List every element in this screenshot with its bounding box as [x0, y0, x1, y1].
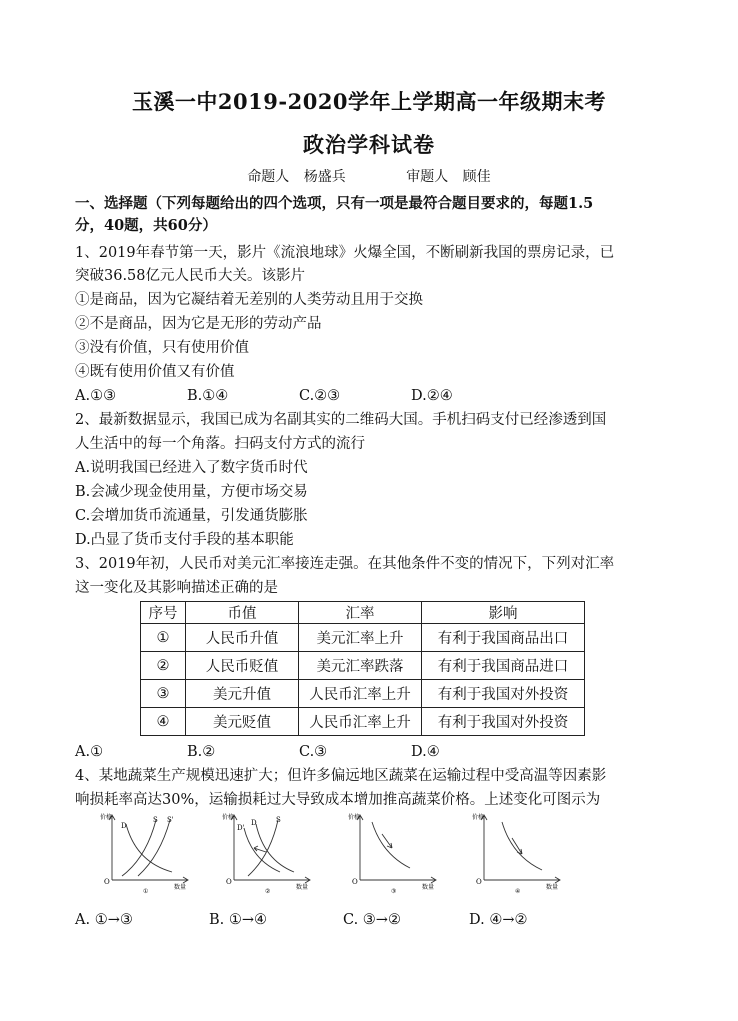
q2-stem-line2: 人生活中的每一个角落。扫码支付方式的流行 — [75, 436, 365, 452]
q1-option-b[interactable]: B.①④ — [187, 388, 229, 404]
q1-option-a[interactable]: A.①③ — [75, 388, 117, 404]
section-heading-line2: 分，40题，共60分） — [75, 217, 217, 234]
graph2-label-d: D — [251, 819, 257, 827]
reviewer-label: 审题人 — [406, 169, 449, 185]
exchange-rate-table — [140, 601, 585, 736]
authors-line — [0, 166, 738, 186]
q4-option-b[interactable]: B. ①→④ — [209, 912, 268, 928]
q3-option-d[interactable]: D.④ — [411, 744, 440, 760]
setter-label: 命题人 — [247, 169, 290, 185]
table-row — [141, 624, 585, 652]
q1-stem-line1: 1、2019年春节第一天，影片《流浪地球》火爆全国，不断刷新我国的票房记录，已 — [75, 245, 615, 261]
table-cell: ③ — [141, 680, 186, 708]
graph2-caption: ② — [265, 888, 271, 895]
table-cell: ④ — [141, 708, 186, 736]
graph4-caption: ④ — [515, 888, 521, 895]
graph1-label-s-prime: S' — [167, 816, 174, 824]
q1-options — [75, 386, 675, 406]
graph1-x-label: 数量 — [174, 884, 187, 891]
table-header-cell: 汇率 — [299, 602, 422, 624]
supply-demand-graph-1 — [96, 810, 196, 895]
q2-option-b[interactable]: B.会减少现金使用量，方便市场交易 — [75, 484, 308, 500]
graph2-label-d-prime: D' — [237, 824, 245, 832]
q2-stem-line1: 2、最新数据显示，我国已成为名副其实的二维码大国。手机扫码支付已经渗透到国 — [75, 412, 607, 428]
exam-title: 玉溪一中2019-2020学年上学期高一年级期末考 — [131, 89, 607, 114]
table-header-cell: 币值 — [186, 602, 299, 624]
graph4-y-label: 价格 — [472, 814, 485, 821]
q1-stem-line2: 突破36.58亿元人民币大关。该影片 — [75, 268, 306, 284]
q1-option-c[interactable]: C.②③ — [299, 388, 341, 404]
exam-subtitle: 政治学科试卷 — [303, 132, 435, 157]
table-header-cell: 序号 — [141, 602, 186, 624]
supply-demand-graph-3 — [344, 810, 444, 895]
table-cell: 美元汇率跌落 — [299, 652, 422, 680]
q1-statement-4: ④既有使用价值又有价值 — [75, 364, 235, 380]
graph1-label-d: D — [121, 822, 127, 830]
table-cell: 美元升值 — [186, 680, 299, 708]
graph2-origin: O — [226, 878, 232, 886]
table-header-cell: 影响 — [422, 602, 585, 624]
section-heading-line1: 一、选择题（下列每题给出的四个选项，只有一项是最符合题目要求的，每题1.5 — [75, 195, 594, 212]
table-cell: 有利于我国商品进口 — [422, 652, 585, 680]
q4-options — [75, 910, 675, 930]
table-row — [141, 708, 585, 736]
table-row — [141, 652, 585, 680]
q3-options — [75, 742, 675, 762]
table-cell: 有利于我国对外投资 — [422, 680, 585, 708]
graph2-label-s: S — [276, 816, 281, 824]
graph4-x-label: 数量 — [546, 884, 559, 891]
graph1-label-s: S — [153, 816, 158, 824]
q2-option-a[interactable]: A.说明我国已经进入了数字货币时代 — [75, 460, 308, 476]
table-cell: 人民币贬值 — [186, 652, 299, 680]
q3-option-c[interactable]: C.③ — [299, 744, 328, 760]
graph3-y-label: 价格 — [348, 814, 361, 821]
table-cell: 人民币汇率上升 — [299, 708, 422, 736]
table-row — [141, 680, 585, 708]
q2-option-d[interactable]: D.凸显了货币支付手段的基本职能 — [75, 532, 294, 548]
q1-statement-2: ②不是商品，因为它是无形的劳动产品 — [75, 316, 322, 332]
q4-option-a[interactable]: A. ①→③ — [75, 912, 133, 928]
q1-statement-3: ③没有价值，只有使用价值 — [75, 340, 249, 356]
graph3-x-label: 数量 — [422, 884, 435, 891]
table-cell: 有利于我国对外投资 — [422, 708, 585, 736]
q4-stem-line1: 4、某地蔬菜生产规模迅速扩大；但许多偏远地区蔬菜在运输过程中受高温等因素影 — [75, 768, 607, 784]
q4-option-d[interactable]: D. ④→② — [469, 912, 528, 928]
graph3-caption: ③ — [391, 888, 397, 895]
graph1-origin: O — [104, 878, 110, 886]
q2-option-c[interactable]: C.会增加货币流通量，引发通货膨胀 — [75, 508, 308, 524]
table-cell: 人民币汇率上升 — [299, 680, 422, 708]
graph4-origin: O — [476, 878, 482, 886]
supply-demand-graph-2 — [218, 810, 318, 895]
table-cell: ① — [141, 624, 186, 652]
q1-statement-1: ①是商品，因为它凝结着无差别的人类劳动且用于交换 — [75, 292, 423, 308]
table-cell: 美元贬值 — [186, 708, 299, 736]
q4-stem-line2: 响损耗率高达30%，运输损耗过大导致成本增加推高蔬菜价格。上述变化可图示为 — [75, 792, 601, 808]
q3-option-a[interactable]: A.① — [75, 744, 104, 760]
graph2-y-label: 价格 — [222, 814, 235, 821]
table-cell: 有利于我国商品出口 — [422, 624, 585, 652]
table-cell: 人民币升值 — [186, 624, 299, 652]
q3-stem-line1: 3、2019年初，人民币对美元汇率接连走强。在其他条件不变的情况下，下列对汇率 — [75, 556, 615, 572]
q3-stem-line2: 这一变化及其影响描述正确的是 — [75, 580, 278, 596]
supply-demand-graph-4 — [468, 810, 568, 895]
graph3-origin: O — [352, 878, 358, 886]
table-cell: ② — [141, 652, 186, 680]
q3-option-b[interactable]: B.② — [187, 744, 216, 760]
q1-option-d[interactable]: D.②④ — [411, 388, 453, 404]
setter-name: 杨盛兵 — [303, 169, 346, 185]
graph1-y-label: 价格 — [100, 814, 113, 821]
table-header-row — [141, 602, 585, 624]
q4-option-c[interactable]: C. ③→② — [343, 912, 401, 928]
graph2-x-label: 数量 — [296, 884, 309, 891]
graph1-caption: ① — [143, 888, 149, 895]
reviewer-name: 顾佳 — [462, 169, 491, 185]
table-cell: 美元汇率上升 — [299, 624, 422, 652]
